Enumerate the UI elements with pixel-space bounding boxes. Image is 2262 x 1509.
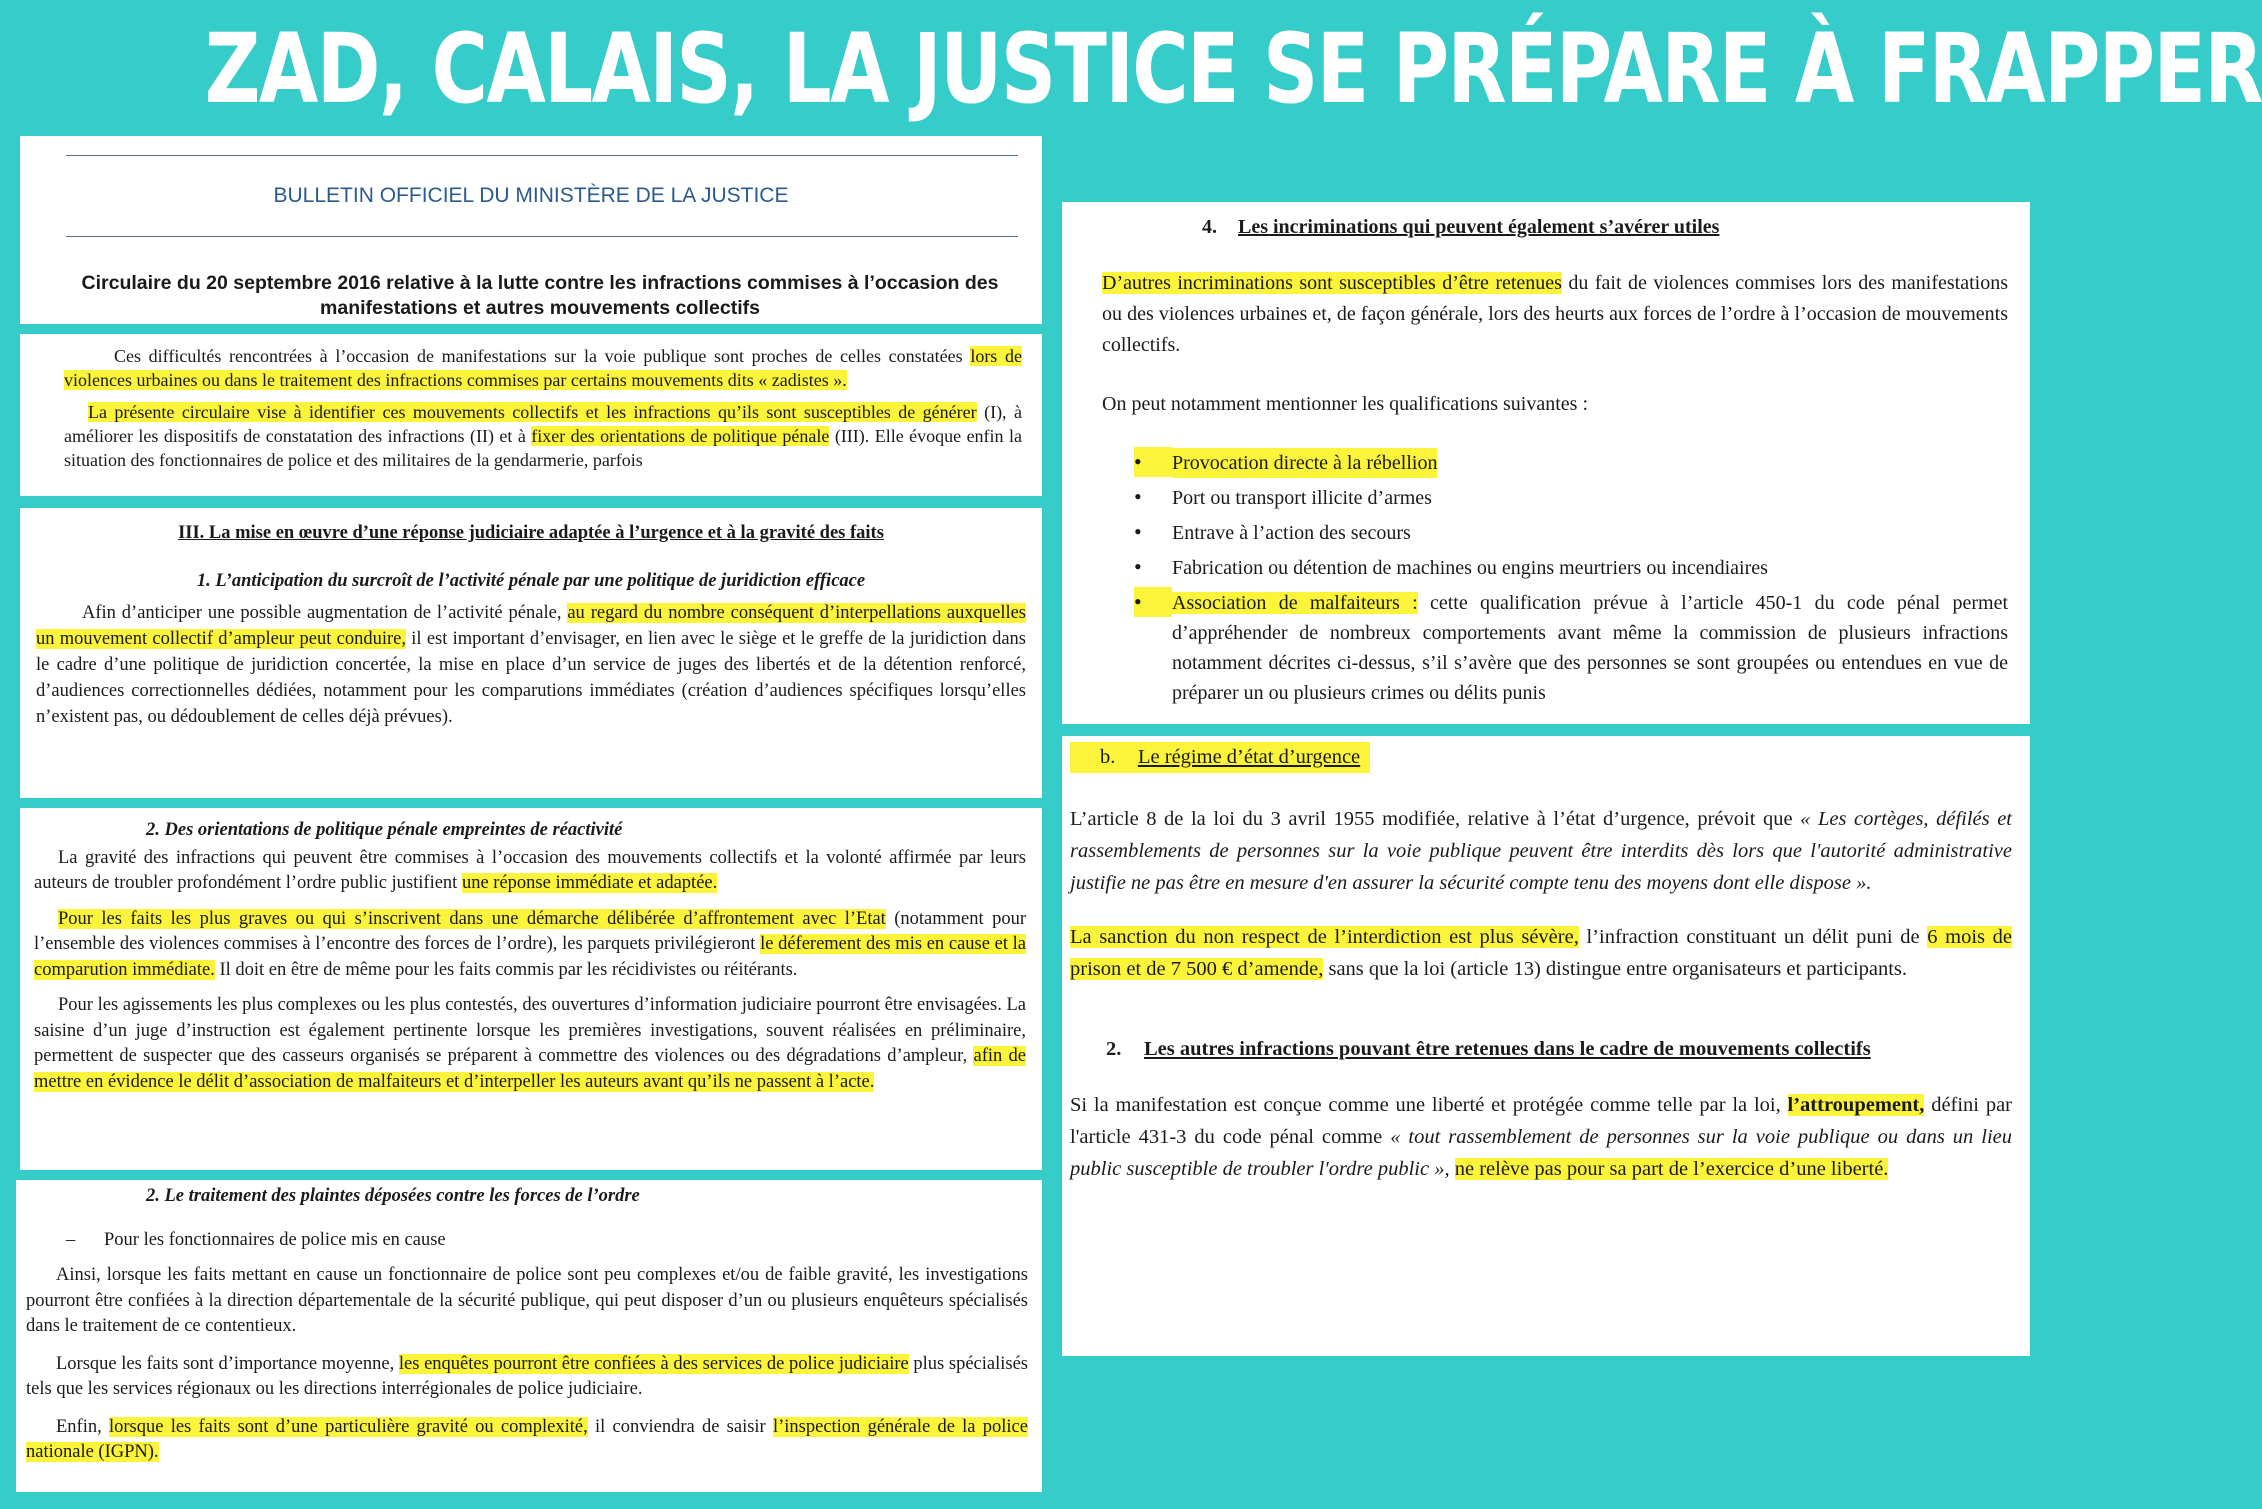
emergency-paragraph-3 [1070,1089,2012,1185]
section-2-heading [1070,1033,2012,1065]
section-3-title: III. La mise en œuvre d’une réponse judiciaire adaptée à l’urgence et à la gravité des faits [178,523,884,543]
list-item-text: Fabrication ou détention de machines ou engins meurtriers ou incendiaires [1172,557,1768,579]
section-2-number: 2. [1106,1038,1122,1060]
orientations-p3-highlight: afin de mettre en évidence le délit d’association de malfaiteurs et d’interpeller les auteurs avant qu’ils ne passent à l’acte. [34,1046,1026,1092]
emergency-p2-text: l’infraction constituant un délit puni de [1578,926,1928,948]
orientations-p1-text: La gravité des infractions qui peuvent être commises à l’occasion des mouvements collectifs et la volonté affirmée par leurs auteurs de troubler profondément l’ordre public justifient [34,847,1026,893]
incriminations-number: 4. [1202,216,1217,238]
section-3-panel [20,508,1042,798]
list-item-4 [1134,552,2008,583]
mid-rule [66,236,1018,237]
bullet: • [1134,447,1172,477]
dash-marker: – [66,1229,76,1250]
incriminations-heading [1102,212,2008,242]
emergency-label: b. [1100,746,1116,768]
orientations-paragraph-2 [34,907,1026,984]
incriminations-paragraph-2: On peut notamment mentionner les qualifications suivantes : [1102,393,1589,415]
bullet: • [1134,587,1172,617]
spacer [1450,1158,1455,1180]
intro-p1-highlight: lors de violences urbaines ou dans le traitement des infractions commises par certains mouvements dits « zadistes ». [64,346,1022,390]
complaints-p2-text-end: plus spécialisés tels que les services régionaux ou les directions interrégionales de police judiciaire. [26,1353,1028,1399]
emergency-p1-quote: « Les cortèges, défilés et rassemblements de personnes sur la voie publique peuvent être interdits dès lors que l'autorité administrative justifie ne pas être en mesure d'en assurer la sécurité compte tenu des moyens dont elle dispose ». [1070,808,2012,894]
orientations-paragraph-1 [34,846,1026,897]
complaints-paragraph-1: Ainsi, lorsque les faits mettant en cause un fonctionnaire de police sont peu complexes et/ou de faible gravité, les investigations pourront être confiées à la direction départementale de la sécurité publique, qui peut disposer d’un ou plusieurs enquêteurs spécialisés dans le traitement de ce contentieux. [26,1265,1028,1336]
complaints-p3-text-mid: il conviendra de saisir [587,1416,773,1437]
list-item-3 [1134,517,2008,548]
orientations-p2-highlight-1: Pour les faits les plus graves ou qui s’inscrivent dans une démarche délibérée d’affrontement avec l’Etat [58,908,886,929]
section-2-title: Les autres infractions pouvant être retenues dans le cadre de mouvements collectifs [1144,1038,1871,1060]
list-item-2 [1134,482,2008,513]
list-item-rest: cette qualification prévue à l’article 450-1 du code pénal permet d’appréhender de nombreux comportements avant même la commission de plusieurs infractions notamment décrites ci-dessus, s’il s’avère que des personnes se sont groupées ou entendues en vue de préparer un ou plusieurs crimes ou délits punis [1172,592,2008,704]
dash-text: Pour les fonctionnaires de police mis en cause [104,1229,446,1250]
intro-paragraph-2 [64,400,1022,472]
intro-paragraph-1 [64,344,1022,392]
emergency-p3-highlight: l’attroupement, [1787,1094,1925,1116]
section-3-highlight: au regard du nombre conséquent d’interpellations auxquelles un mouvement collectif d’ampleur peut conduire, [36,603,1027,649]
orientations-p2-text-end: Il doit en être de même pour les faits commis par les récidivistes ou réitérants. [214,959,798,980]
bulletin-header: BULLETIN OFFICIEL DU MINISTÈRE DE LA JUSTICE [273,184,789,207]
complaints-p3-highlight-2: l’inspection générale de la police nationale (IGPN). [26,1416,1028,1462]
circular-title: Circulaire du 20 septembre 2016 relative à la lutte contre les infractions commises à l’occasion des manifestations et autres mouvements collectifs [81,272,999,319]
emergency-p3-highlight-2: ne relève pas pour sa part de l’exercice d’une liberté. [1454,1158,1889,1180]
section-3-paragraph [36,600,1026,730]
qualifications-list [1102,447,2008,708]
bullet: • [1134,484,1142,509]
orientations-p3-text: Pour les agissements les plus complexes ou les plus contestés, des ouvertures d’information judiciaire pourront être envisagées. La saisine d’un juge d’instruction est également pertinente lorsque les premières investigations, souvent réalisées en préliminaire, permettent de suspecter que des casseurs organisés se préparent à commettre des violences ou des dégradations d’ampleur, [34,995,1026,1066]
complaints-p3-text: Enfin, [56,1416,109,1437]
orientations-paragraph-3 [34,993,1026,1095]
section-3-text-end: il est important d’envisager, en lien avec le siège et le greffe de la juridiction dans le cadre d’une politique de juridiction concertée, la mise en place d’un service de juges des libertés et de la détention renforcé, d’audiences correctionnelles dédiées, notamment pour les comparutions immédiates (création d’audiences spécifiques lorsqu’elles n’existent pas, ou dédoublement de celles déjà prévues). [36,629,1026,727]
emergency-p1-text: L’article 8 de la loi du 3 avril 1955 modifiée, relative à l’état d’urgence, prévoit que [1070,808,1801,830]
emergency-title: Le régime d’état d’urgence [1138,746,1361,768]
complaints-panel [16,1180,1042,1492]
complaints-title: 2. Le traitement des plaintes déposées contre les forces de l’ordre [146,1186,640,1206]
bullet: • [1134,519,1142,544]
list-item-highlight: Association de malfaiteurs : [1172,592,1418,614]
section-3-text: Afin d’anticiper une possible augmentation de l’activité pénale, [82,603,568,623]
complaints-p2-highlight: les enquêtes pourront être confiées à des services de police judiciaire [398,1353,909,1374]
intro-p2-text: (I), à améliorer les dispositifs de constatation des infractions (II) et à [64,402,1022,446]
list-item-text: Entrave à l’action des secours [1172,522,1411,544]
emergency-p2-text-end: sans que la loi (article 13) distingue entre organisateurs et participants. [1323,958,1908,980]
bulletin-header-panel [20,136,1042,324]
list-item-text: Provocation directe à la rébellion [1172,448,1437,478]
complaints-p3-highlight-1: lorsque les faits sont d’une particulière gravité ou complexité, [108,1416,588,1437]
list-item-5 [1134,587,2008,708]
emergency-p3-text-mid: défini par l'article 431-3 du code pénal comme [1070,1094,2012,1148]
headline: ZAD, CALAIS, LA JUSTICE SE PRÉPARE À FRAPPER [204,13,2262,125]
incriminations-paragraph-1 [1102,268,2008,361]
top-rule [66,155,1018,156]
orientations-panel [20,808,1042,1170]
emergency-heading [1070,742,1370,773]
emergency-paragraph-1 [1070,803,2012,899]
orientations-p2-highlight-2: le déferement des mis en cause et la comparution immédiate. [34,934,1026,980]
intro-p2-highlight-2: fixer des orientations de politique pénale [531,426,830,446]
list-item-1 [1134,447,2008,478]
intro-p2-highlight-1: La présente circulaire vise à identifier ces mouvements collectifs et les infractions qu’ils sont susceptibles de générer [88,402,977,422]
section-3-subtitle: 1. L’anticipation du surcroît de l’activité pénale par une politique de juridiction efficace [196,571,866,591]
complaints-dash-item [26,1228,1028,1254]
complaints-paragraph-3 [26,1415,1028,1466]
orientations-title: 2. Des orientations de politique pénale empreintes de réactivité [146,820,623,840]
intro-p2-text-end: (III). Elle évoque enfin la situation des fonctionnaires de police et des militaires de la gendarmerie, parfois [64,426,1022,470]
emergency-p3-text: Si la manifestation est conçue comme une liberté et protégée comme telle par la loi, [1070,1094,1788,1116]
list-item-text [1172,588,2008,708]
emergency-paragraph-2 [1070,921,2012,985]
emergency-p2-highlight-2: 6 mois de prison et de 7 500 € d’amende, [1070,926,2013,980]
orientations-p1-highlight: une réponse immédiate et adaptée. [461,873,718,893]
incriminations-p1-highlight: D’autres incriminations sont susceptibles d’être retenues [1102,272,1562,294]
emergency-p3-quote: « tout rassemblement de personnes sur la voie publique ou dans un lieu public susceptible de troubler l'ordre public », [1070,1126,2012,1180]
emergency-panel [1062,736,2030,1356]
intro-panel [20,334,1042,496]
complaints-p2-text: Lorsque les faits sont d’importance moyenne, [56,1353,399,1374]
incriminations-p1-text: du fait de violences commises lors des manifestations ou des violences urbaines et, de façon générale, lors des heurts aux forces de l’ordre à l’occasion de mouvements collectifs. [1102,272,2008,356]
emergency-p2-highlight-1: La sanction du non respect de l’interdiction est plus sévère, [1070,926,1579,948]
orientations-p2-text: (notamment pour l’ensemble des violences commises à l’encontre des forces de l’ordre), les parquets privilégieront [34,908,1026,954]
bullet: • [1134,554,1142,579]
intro-p1-text: Ces difficultés rencontrées à l’occasion de manifestations sur la voie publique sont proches de celles constatées [114,346,971,366]
incriminations-title: Les incriminations qui peuvent également s’avérer utiles [1238,216,1720,238]
complaints-paragraph-2 [26,1352,1028,1403]
incriminations-panel [1062,202,2030,724]
list-item-text: Port ou transport illicite d’armes [1172,487,1432,509]
